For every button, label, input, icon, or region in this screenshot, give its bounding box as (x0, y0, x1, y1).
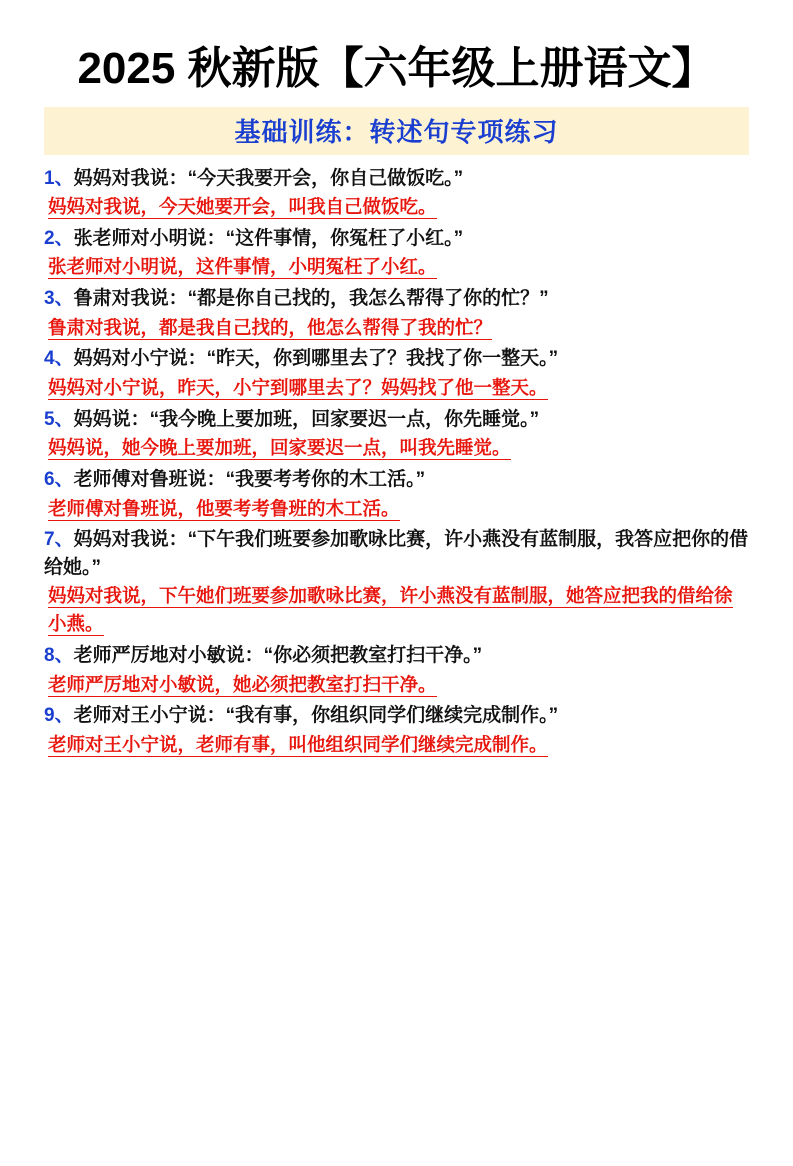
answer-text: 老师严厉地对小敏说，她必须把教室打扫干净。 (48, 673, 437, 695)
question-line (44, 285, 749, 313)
question-line (44, 345, 749, 373)
question-text: 鲁肃对我说：“都是你自己找的，我怎么帮得了你的忙？” (73, 288, 549, 310)
list-item (44, 466, 749, 522)
question-number: 1、 (44, 167, 74, 189)
subtitle-band (44, 107, 749, 155)
page-subtitle: 基础训练：转述句专项练习 (234, 117, 559, 148)
question-number: 5、 (44, 408, 74, 430)
question-line (44, 702, 749, 730)
question-line (44, 406, 749, 434)
question-text: 妈妈对小宁说：“昨天，你到哪里去了？我找了你一整天。” (73, 348, 559, 370)
question-line (44, 165, 749, 193)
list-item (44, 345, 749, 401)
question-number: 4、 (44, 348, 74, 370)
answer-text: 妈妈对我说，今天她要开会，叫我自己做饭吃。 (48, 196, 437, 218)
answer-line (48, 314, 749, 342)
question-number: 8、 (44, 644, 74, 666)
question-text: 老师严厉地对小敏说：“你必须把教室打扫干净。” (73, 644, 483, 666)
answer-line (48, 671, 749, 699)
answer-line (48, 193, 749, 221)
answer-line (48, 434, 749, 462)
question-line (44, 466, 749, 494)
question-text: 老师傅对鲁班说：“我要考考你的木工活。” (73, 469, 426, 491)
answer-text: 妈妈说，她今晚上要加班，回家要迟一点，叫我先睡觉。 (48, 437, 511, 459)
question-number: 7、 (44, 529, 74, 551)
question-number: 6、 (44, 469, 74, 491)
list-item (44, 165, 749, 221)
list-item (44, 526, 749, 638)
answer-line (48, 582, 749, 638)
list-item (44, 285, 749, 341)
answer-line (48, 253, 749, 281)
answer-text: 老师对王小宁说，老师有事，叫他组织同学们继续完成制作。 (48, 733, 548, 755)
question-text: 妈妈对我说：“下午我们班要参加歌咏比赛，许小燕没有蓝制服，我答应把你的借给她。” (44, 529, 749, 578)
question-text: 张老师对小明说：“这件事情，你冤枉了小红。” (73, 227, 464, 249)
answer-text: 妈妈对我说，下午她们班要参加歌咏比赛，许小燕没有蓝制服，她答应把我的借给徐小燕。 (48, 585, 733, 635)
answer-line (48, 374, 749, 402)
question-line (44, 642, 749, 670)
list-item (44, 642, 749, 698)
answer-text: 老师傅对鲁班说，他要考考鲁班的木工活。 (48, 497, 400, 519)
question-number: 2、 (44, 227, 74, 249)
answer-line (48, 495, 749, 523)
question-list (44, 165, 749, 759)
answer-text: 鲁肃对我说，都是我自己找的，他怎么帮得了我的忙？ (48, 316, 493, 338)
question-number: 3、 (44, 288, 74, 310)
question-text: 妈妈说：“我今晚上要加班，回家要迟一点，你先睡觉。” (73, 408, 540, 430)
answer-text: 妈妈对小宁说，昨天，小宁到哪里去了？妈妈找了他一整天。 (48, 377, 548, 399)
question-number: 9、 (44, 705, 74, 727)
question-line (44, 526, 749, 581)
list-item (44, 225, 749, 281)
answer-line (48, 731, 749, 759)
question-text: 妈妈对我说：“今天我要开会，你自己做饭吃。” (73, 167, 464, 189)
question-text: 老师对王小宁说：“我有事，你组织同学们继续完成制作。” (73, 705, 559, 727)
list-item (44, 406, 749, 462)
question-line (44, 225, 749, 253)
answer-text: 张老师对小明说，这件事情，小明冤枉了小红。 (48, 256, 437, 278)
worksheet-page (0, 44, 793, 1166)
list-item (44, 702, 749, 758)
page-title: 2025 秋新版【六年级上册语文】 (77, 44, 716, 93)
